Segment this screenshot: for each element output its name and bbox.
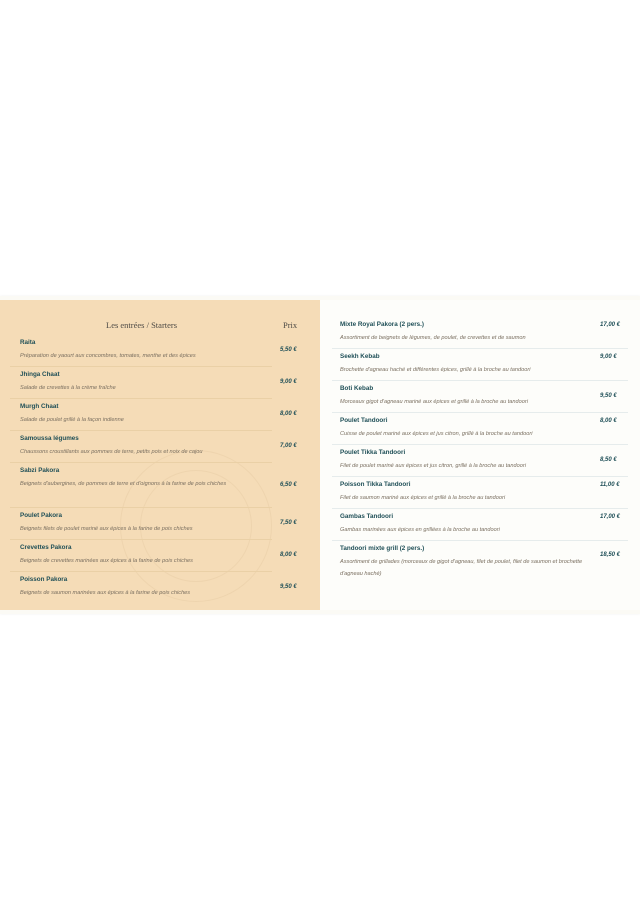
- menu-item-name: Poisson Tikka Tandoori: [340, 481, 411, 488]
- divider: [10, 366, 272, 367]
- menu-item-price: 7,50 €: [280, 520, 297, 526]
- divider: [332, 540, 628, 541]
- menu-item-price: 6,50 €: [280, 482, 297, 488]
- menu-item-price: 8,00 €: [280, 552, 297, 558]
- menu-item-name: Murgh Chaat: [20, 403, 59, 410]
- divider: [332, 348, 628, 349]
- divider: [10, 430, 272, 431]
- divider: [10, 462, 272, 463]
- menu-item-name: Jhinga Chaat: [20, 371, 60, 378]
- menu-item-price: 9,50 €: [280, 584, 297, 590]
- menu-item-description: Beignets de saumon marinées aux épices à la farine de pois chiches: [20, 590, 191, 596]
- menu-item-description: Gambas marinées aux épices en grillées à la broche au tandoori: [340, 527, 500, 533]
- menu-item-price: 11,00 €: [600, 482, 620, 488]
- menu-item-description: Assortiment de beignets de légumes, de poulet, de crevettes et de saumon: [340, 335, 526, 341]
- menu-item-name: Mixte Royal Pakora (2 pers.): [340, 321, 424, 328]
- menu-item-description: Salade de crevettes à la crème fraîche: [20, 385, 116, 391]
- menu-item-description: Beignets filets de poulet mariné aux épices à la farine de pois chiches: [20, 526, 193, 532]
- divider: [10, 571, 272, 572]
- menu-item-description: Filet de poulet mariné aux épices et jus citron, grillé à la broche au tandoori: [340, 463, 526, 469]
- menu-item-name: Tandoori mixte grill (2 pers.): [340, 545, 425, 552]
- menu-item-price: 17,00 €: [600, 514, 621, 520]
- menu-item-price: 7,00 €: [280, 443, 297, 449]
- menu-item-price: 8,50 €: [600, 457, 617, 463]
- menu-item-price: 9,00 €: [280, 379, 297, 385]
- menu-item-name: Gambas Tandoori: [340, 513, 394, 520]
- menu-item-price: 9,50 €: [600, 393, 617, 399]
- menu-item-description: Beignets d'aubergines, de pommes de terre et d'oignons à la farine de pois chiches: [20, 481, 227, 487]
- menu-item-description: Cuisse de poulet mariné aux épices et jus citron, grillé à la broche au tandoori: [340, 431, 533, 437]
- menu-item-price: 5,50 €: [280, 347, 297, 353]
- menu-item-name: Crevettes Pakora: [20, 544, 72, 551]
- menu-item-description: Salade de poulet grillé à la façon indienne: [20, 417, 124, 423]
- menu-item-name: Seekh Kebab: [340, 353, 380, 360]
- divider: [332, 508, 628, 509]
- starters-section-title: Les entrées / Starters: [106, 320, 178, 330]
- divider: [332, 412, 628, 413]
- menu-item-description: Filet de saumon mariné aux épices et grillé à la broche au tandoori: [340, 495, 506, 501]
- menu-item-description: Beignets de crevettes marinées aux épices à la farine de pois chiches: [20, 558, 193, 564]
- divider: [332, 380, 628, 381]
- divider: [10, 539, 272, 540]
- divider: [10, 398, 272, 399]
- menu-item-price: 18,50 €: [600, 552, 621, 558]
- menu-item-name: Raita: [20, 339, 36, 346]
- divider: [10, 507, 272, 508]
- tandoori-panel: [320, 300, 640, 610]
- divider: [332, 444, 628, 445]
- price-column-header: Prix: [283, 320, 298, 330]
- divider: [332, 476, 628, 477]
- menu-item-name: Poulet Pakora: [20, 512, 62, 519]
- menu-item-description: Brochette d'agneau haché et différentes épices, grillé à la broche au tandoori: [340, 367, 531, 373]
- menu-item-price: 8,00 €: [280, 411, 297, 417]
- menu-item-description: Morceaux gigot d'agneau mariné aux épices et grillé à la broche au tandoori: [340, 399, 528, 405]
- menu-item-name: Sabzi Pakora: [20, 467, 60, 474]
- menu-item-description: Préparation de yaourt aux concombres, tomates, menthe et des épices: [20, 353, 196, 359]
- menu-item-name: Poulet Tikka Tandoori: [340, 449, 406, 456]
- menu-item-description: Assortiment de grillades (morceaux de gigot d'agneau, filet de poulet, filet de saumon et brochette d'agneau haché): [340, 559, 583, 577]
- menu-item-name: Samoussa légumes: [20, 435, 79, 442]
- menu-item-price: 8,00 €: [600, 418, 617, 424]
- starters-panel: [0, 300, 320, 610]
- menu-item-name: Poisson Pakora: [20, 576, 68, 583]
- menu-item-price: 17,00 €: [600, 322, 621, 328]
- menu-item-description: Chaussons croustillants aux pommes de terre, petits pois et noix de cajou: [20, 449, 203, 455]
- menu-item-name: Poulet Tandoori: [340, 417, 388, 424]
- menu-item-name: Boti Kebab: [340, 385, 374, 392]
- menu-item-price: 9,00 €: [600, 354, 617, 360]
